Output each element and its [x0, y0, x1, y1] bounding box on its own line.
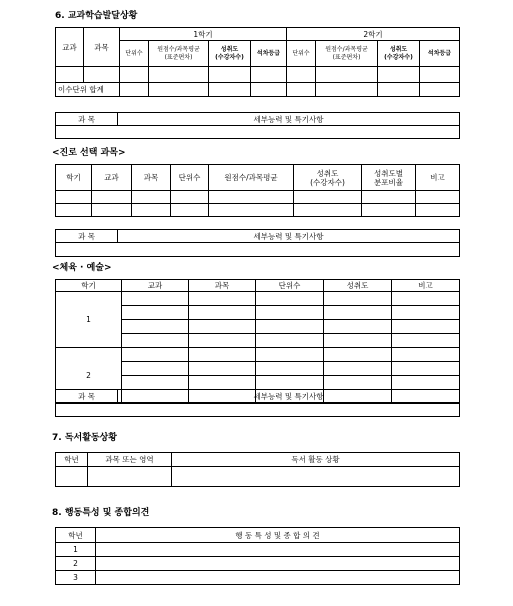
header-semester-2: 2학기 [287, 28, 460, 41]
header-raw-score-1: 원점수/과목평균 (표준편차) [149, 41, 209, 67]
header-achievement-1: 성취도 (수강자수) [209, 41, 251, 67]
behavior-grade-1: 1 [56, 543, 96, 557]
arts-header-subject-area: 교과 [122, 280, 189, 292]
career-header-subject: 과목 [132, 165, 171, 191]
detail-subject-header: 과 목 [56, 390, 118, 403]
table-row [56, 67, 460, 83]
arts-header-semester: 학기 [56, 280, 122, 292]
total-credits-label: 이수단위 합계 [56, 83, 120, 97]
career-table [55, 164, 460, 217]
behavior-grade-3: 3 [56, 571, 96, 585]
table-row [56, 571, 460, 585]
career-header-distribution: 성취도별 분포비율 [362, 165, 416, 191]
detail-table-6 [55, 112, 460, 139]
detail-header: 세부능력 및 특기사항 [118, 230, 460, 243]
section-7-title: 7. 독서활동상황 [52, 433, 117, 443]
behavior-grade-2: 2 [56, 557, 96, 571]
table-row [56, 543, 460, 557]
grades-table [55, 27, 460, 97]
arts-header-achievement: 성취도 [324, 280, 392, 292]
section-8-title: 8. 행동특성 및 종합의견 [52, 508, 150, 518]
table-row [56, 292, 460, 306]
header-achievement-2: 성취도 (수강자수) [378, 41, 420, 67]
detail-table-career [55, 229, 460, 257]
header-credits-2: 단위수 [287, 41, 316, 67]
reading-table [55, 452, 460, 487]
career-section-title: <진로 선택 과목> [52, 148, 126, 158]
detail-cell[interactable] [56, 126, 460, 139]
table-row [56, 467, 460, 487]
arts-section-title: <체육 · 예술> [52, 263, 112, 273]
header-rank-grade-1: 석차등급 [251, 41, 287, 67]
detail-table-arts [55, 389, 460, 417]
header-semester-1: 1학기 [120, 28, 287, 41]
behavior-header-grade: 학년 [56, 528, 96, 543]
career-header-subject-area: 교과 [92, 165, 132, 191]
career-header-raw-avg: 원점수/과목평균 [209, 165, 294, 191]
detail-subject-header: 과 목 [56, 230, 118, 243]
reading-header-grade: 학년 [56, 453, 88, 467]
header-credits-1: 단위수 [120, 41, 149, 67]
section-6-title: 6. 교과학습발달상황 [55, 11, 138, 21]
total-credits-row [56, 83, 460, 97]
arts-semester-2: 2 [56, 348, 122, 404]
header-subject-area: 교과 [56, 28, 84, 67]
table-row [56, 191, 460, 204]
career-header-note: 비고 [416, 165, 460, 191]
header-subject: 과목 [84, 28, 120, 67]
career-header-credits: 단위수 [171, 165, 209, 191]
arts-header-credits: 단위수 [256, 280, 324, 292]
career-header-semester: 학기 [56, 165, 92, 191]
arts-header-note: 비고 [392, 280, 460, 292]
detail-cell[interactable] [56, 243, 460, 257]
behavior-table [55, 527, 460, 585]
detail-header: 세부능력 및 특기사항 [118, 390, 460, 403]
table-row [56, 204, 460, 217]
detail-header: 세부능력 및 특기사항 [118, 113, 460, 126]
reading-header-subject-area: 과목 또는 영역 [88, 453, 172, 467]
header-raw-score-2: 원점수/과목평균 (표준편차) [316, 41, 378, 67]
reading-header-activity: 독서 활동 상황 [172, 453, 460, 467]
detail-subject-header: 과 목 [56, 113, 118, 126]
career-header-achievement: 성취도 (수강자수) [294, 165, 362, 191]
behavior-header-opinion: 행 동 특 성 및 종 합 의 견 [96, 528, 460, 543]
detail-cell[interactable] [56, 403, 460, 417]
arts-header-subject: 과목 [189, 280, 256, 292]
table-row [56, 348, 460, 362]
table-row [56, 557, 460, 571]
arts-semester-1: 1 [56, 292, 122, 348]
header-rank-grade-2: 석차등급 [420, 41, 460, 67]
arts-table [55, 279, 460, 404]
